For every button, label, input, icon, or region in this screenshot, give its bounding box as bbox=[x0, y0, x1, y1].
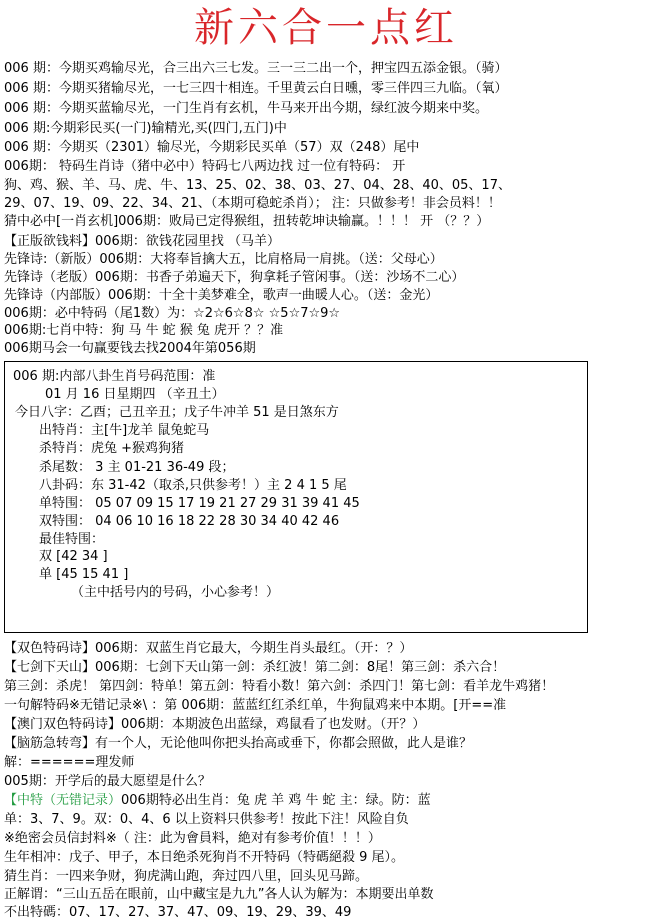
box-line: 006 期:内部八卦生肖号码范围：准 bbox=[13, 369, 216, 384]
box-line: 双 [42 34 ] bbox=[39, 549, 108, 564]
box-line: 八卦码：东 31-42（取杀,只供参考！）主 2 4 1 5 尾 bbox=[39, 478, 347, 493]
prediction-line: 006 期:今期彩民买(一门)输精光,买(四门,五门)中 bbox=[4, 121, 287, 136]
box-line: 双特围： 04 06 10 16 18 22 28 30 34 40 42 46 bbox=[39, 514, 340, 529]
prediction-line: 【七剑下天山】006期：七剑下天山第一剑：杀红波！第二剑：8尾！第三剑：杀六合！ bbox=[4, 660, 506, 675]
prediction-line: 正解谓：“三山五岳在眼前，山中藏宝是九九”各人认为解为：本期要出单数 bbox=[4, 887, 434, 902]
prediction-line: 006 期：今期买猪输尽光，一七三四十相连。千里黄云白日曛，零三伴四三九临。（氧） bbox=[4, 81, 508, 96]
prediction-line: 生年相冲：戊子、甲子，本日绝杀死狗肖不开特码（特碼絕殺 9 尾）。 bbox=[4, 850, 405, 865]
prediction-line: 006期:七肖中特：狗 马 牛 蛇 猴 兔 虎开 ？？准 bbox=[4, 323, 284, 338]
prediction-line: 先锋诗:（新版）006期：大将奉旨擒大五，比肩格局一肩挑。（送：父母心） bbox=[4, 252, 443, 267]
box-line: 最佳特围： bbox=[39, 532, 105, 547]
box-line: （主中括号内的号码，小心参考！） bbox=[71, 585, 280, 600]
prediction-line: 006 期：今期买蓝输尽光，一门生肖有玄机，牛马来开出今期，绿红波今期来中奖。 bbox=[4, 101, 488, 116]
prediction-line: 第三剑：杀虎！ 第四剑：特单！第五剑：特看小数！第六剑：杀四门！第七剑：看羊龙牛鸡猪！ bbox=[4, 679, 555, 694]
prediction-line: 解：======理发师 bbox=[4, 755, 135, 770]
prediction-line: 狗、鸡、猴、羊、马、虎、牛、13、25、02、38、03、27、04、28、40、05、17、 bbox=[4, 178, 511, 193]
prediction-line bbox=[4, 792, 431, 810]
page-title: 新六合一点红 bbox=[194, 5, 458, 51]
box-line: 单 [45 15 41 ] bbox=[39, 567, 129, 582]
prediction-line: 006期马会一句赢要钱去找2004年第056期 bbox=[4, 341, 256, 356]
prediction-line: 猜中必中[一肖玄机]006期：败局已定得猴组，扭转乾坤诀输赢。！！！ 开 （？？） bbox=[4, 214, 490, 229]
green-line-rest: 006期特必出生肖：兔 虎 羊 鸡 牛 蛇 主：绿。防：蓝 bbox=[121, 793, 431, 808]
prediction-line: 单：3、7、9。双：0、4、6 以上资料只供参考！按此下注！风险自负 bbox=[4, 812, 409, 827]
prediction-line: 【双色特码诗】006期：双蓝生肖它最大，今期生肖头最红。（开：？） bbox=[4, 641, 413, 656]
green-label: 【中特（无错记录） bbox=[4, 793, 122, 808]
box-line: 杀尾数： 3 主 01-21 36-49 段； bbox=[39, 460, 235, 475]
prediction-line: ※绝密会员信封料※（ 注：此为會員料，絶对有参考价值！！！） bbox=[4, 831, 381, 846]
prediction-line: 【正版欲钱料】006期：欲钱花园里找 （马羊） bbox=[4, 234, 280, 249]
prediction-line: 29、07、19、09、22、34、21、（本期可稳蛇杀肖）； 注：只做参考！非会员料！！ bbox=[4, 196, 501, 211]
prediction-line: 006期：必中特码（尾1数）为：☆2☆6☆8☆ ☆5☆7☆9☆ bbox=[4, 306, 341, 321]
prediction-line: 猜生肖：一四来争财，狗虎满山跑，奔过四八里，回头见马蹄。 bbox=[4, 869, 369, 884]
prediction-line: 先锋诗（老版）006期：书香子弟遍天下，狗拿耗子管闲事。（送：沙场不二心） bbox=[4, 270, 465, 285]
bagua-info-box bbox=[4, 361, 588, 633]
prediction-line: 006 期：今期买（2301）输尽光，今期彩民买单（57）双（248）尾中 bbox=[4, 140, 420, 155]
prediction-line: 不出特碼：07、17、27、37、47、09、19、29、39、49 bbox=[4, 905, 352, 920]
box-line: 出特肖：主[牛]龙羊 鼠兔蛇马 bbox=[39, 423, 210, 438]
box-line: 单特围： 05 07 09 15 17 19 21 27 29 31 39 41 45 bbox=[39, 496, 360, 511]
box-line: 杀特肖：虎兔 +猴鸡狗猪 bbox=[39, 441, 185, 456]
prediction-line: 006 期：今期买鸡输尽光，合三出六三七发。三一三二出一个，押宝四五添金银。（骑） bbox=[4, 61, 508, 76]
box-line: 01 月 16 日星期四 （辛丑土） bbox=[45, 387, 225, 402]
prediction-line: 先锋诗（内部版）006期：十全十美梦难全，歌声一曲暖人心。（送：金光） bbox=[4, 288, 439, 303]
box-line: 今日八字：乙酉；己丑辛丑；戊子牛冲羊 51 是日煞东方 bbox=[15, 405, 339, 420]
prediction-line: 006期： 特码生肖诗（猪中必中）特码七八两边找 过一位有特码： 开 bbox=[4, 159, 406, 174]
prediction-line: 【脑筋急转弯】有一个人，无论他叫你把头抬高或垂下，你都会照做，此人是谁？ bbox=[4, 736, 473, 751]
prediction-line: 005期：开学后的最大愿望是什么？ bbox=[4, 774, 211, 789]
prediction-line: 【澳门双色特码诗】006期：本期波色出蓝绿，鸡鼠看了也发财。（开？） bbox=[4, 717, 426, 732]
prediction-line: 一句解特码※无错记录※\ ：第 006期：蓝蓝红红杀红单，牛狗鼠鸡来中本期。[开==准 bbox=[4, 698, 507, 713]
